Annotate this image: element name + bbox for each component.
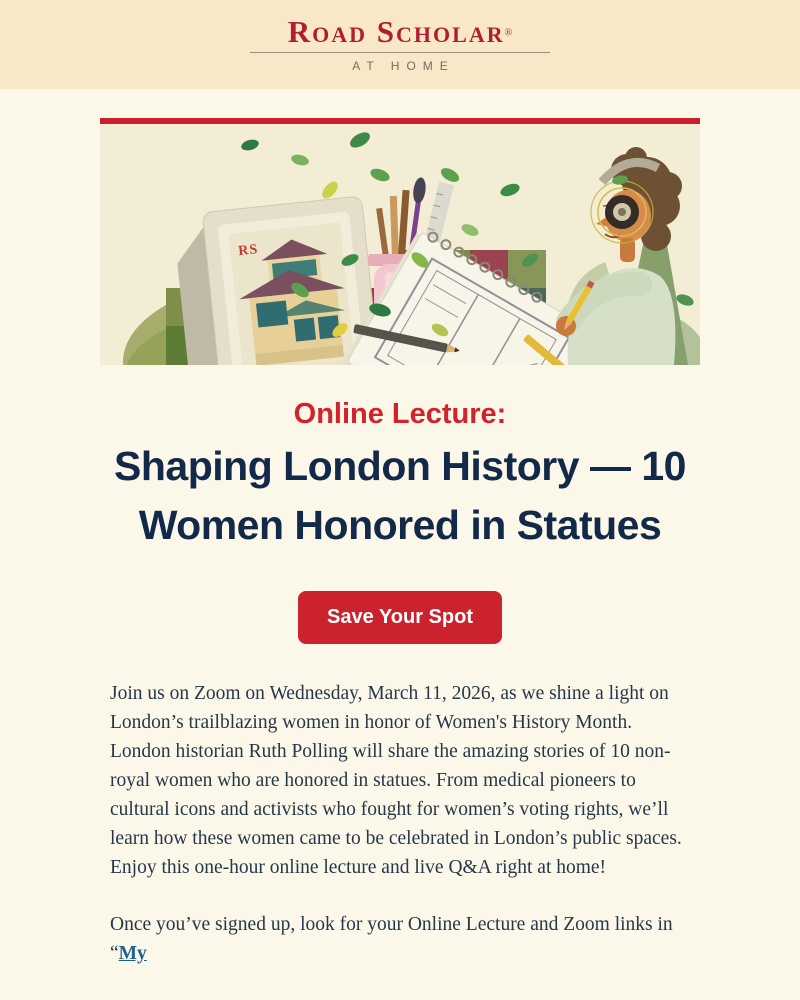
stamp-initials-text: RS (237, 242, 260, 260)
hero-illustration-svg (100, 124, 700, 365)
logo-tagline: AT HOME (352, 59, 455, 73)
lecture-title: Shaping London History — 10 Women Honored in Statues (114, 443, 686, 548)
logo-wordmark (250, 16, 550, 47)
hero-illustration (100, 124, 700, 365)
logo-divider (250, 52, 550, 53)
lecture-kicker: Online Lecture: (293, 398, 507, 430)
body-paragraph-2 (110, 910, 690, 968)
registered-mark: ® (504, 27, 513, 39)
email-body (100, 118, 700, 968)
header (0, 0, 800, 89)
cta-row (100, 591, 700, 644)
my-account-link[interactable]: My (118, 942, 147, 964)
save-your-spot-button[interactable]: Save Your Spot (298, 591, 502, 644)
road-scholar-logo[interactable] (250, 16, 550, 73)
body-paragraph-1: Join us on Zoom on Wednesday, March 11, 2026, as we shine a light on London’s trailblazing women in honor of Women's History Month. London historian Ruth Polling will share the amazing stories of 10 non-royal women who are honored in statues. From medical pioneers to cultural icons and activists who fought for women’s voting rights, we’ll learn how these women came to be celebrated in London’s public spaces. Enjoy this one-hour online lecture and live Q&A right at home! (110, 682, 682, 878)
logo-text: Road Scholar (287, 14, 505, 49)
paragraph-2-text: Once you’ve signed up, look for your Online Lecture and Zoom links in “ (110, 913, 673, 964)
framed-postcard (172, 196, 381, 365)
